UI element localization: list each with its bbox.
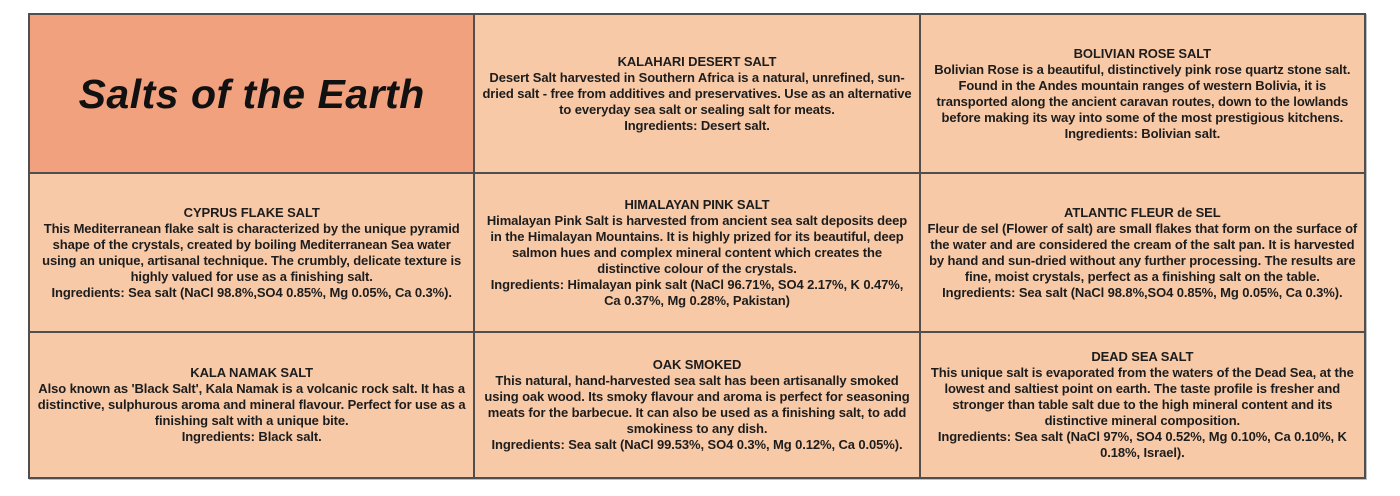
salt-name: HIMALAYAN PINK SALT bbox=[624, 196, 770, 212]
salt-name: KALAHARI DESERT SALT bbox=[617, 53, 777, 69]
salt-name: CYPRUS FLAKE SALT bbox=[183, 204, 320, 220]
salt-cell-dead-sea bbox=[921, 333, 1364, 477]
salt-ingredients: Ingredients: Sea salt (NaCl 98.8%,SO4 0.85%, Mg 0.05%, Ca 0.3%). bbox=[51, 284, 452, 300]
salt-cell-himalayan-pink bbox=[475, 174, 918, 331]
salt-cell-cyprus-flake bbox=[30, 174, 473, 331]
salt-description: Also known as 'Black Salt', Kala Namak is a volcanic rock salt. It has a distinctive, sulphurous aroma and mineral flavour. Perfect for use as a finishing salt with a unique bite. bbox=[37, 381, 466, 428]
salt-description: This Mediterranean flake salt is characterized by the unique pyramid shape of the crystals, created by boiling Mediterranean Sea water using an unique, artisanal technique. The crumbly, delicate texture is highly valued for use as a finishing salt. bbox=[42, 220, 462, 284]
salt-name: BOLIVIAN ROSE SALT bbox=[1073, 45, 1211, 61]
salt-description: Himalayan Pink Salt is harvested from ancient sea salt deposits deep in the Himalayan Mountains. It is highly prized for its beautiful, deep salmon hues and complex mineral content which creates the distinctive colour of the crystals. bbox=[486, 212, 908, 276]
salt-cell-atlantic-fleur-de-sel bbox=[921, 174, 1364, 331]
salt-description: This unique salt is evaporated from the waters of the Dead Sea, at the lowest and saltiest point on earth. The taste profile is fresher and stronger than table salt due to the high mineral content and its distinctive mineral composition. bbox=[930, 365, 1354, 428]
salt-ingredients: Ingredients: Bolivian salt. bbox=[1064, 125, 1221, 141]
salt-cell-oak-smoked bbox=[475, 333, 918, 477]
salt-name: ATLANTIC FLEUR de SEL bbox=[1064, 204, 1221, 220]
salts-table bbox=[28, 13, 1366, 479]
salt-ingredients: Ingredients: Black salt. bbox=[181, 429, 322, 444]
salt-description: This natural, hand-harvested sea salt has been artisanally smoked using oak wood. Its smoky flavour and aroma is perfect for seasoning meats for the barbecue. It can also be used as a finishing salt, to add smokiness to any dish. bbox=[484, 373, 910, 436]
salt-ingredients: Ingredients: Sea salt (NaCl 98.8%,SO4 0.85%, Mg 0.05%, Ca 0.3%). bbox=[942, 284, 1343, 300]
salt-description: Desert Salt harvested in Southern Africa is a natural, unrefined, sun-dried salt - free from additives and preservatives. Use as an alternative to everyday sea salt or sealing salt for meats. bbox=[482, 69, 912, 117]
salt-description: Bolivian Rose is a beautiful, distinctively pink rose quartz stone salt. Found in the Andes mountain ranges of western Bolivia, it is transported along the ancient caravan routes, down to the lowlands before making its way into some of the most prestigious kitchens. bbox=[934, 61, 1351, 125]
salt-name: OAK SMOKED bbox=[652, 357, 742, 372]
page-title: Salts of the Earth bbox=[78, 70, 425, 117]
salt-ingredients: Ingredients: Sea salt (NaCl 97%, SO4 0.52%, Mg 0.10%, Ca 0.10%, K 0.18%, Israel). bbox=[937, 429, 1347, 460]
salt-cell-bolivian-rose bbox=[921, 15, 1364, 172]
salt-cell-kalahari-desert bbox=[475, 15, 918, 172]
salt-ingredients: Ingredients: Himalayan pink salt (NaCl 96.71%, SO4 2.17%, K 0.47%, Ca 0.37%, Mg 0.28%, Pakistan) bbox=[490, 276, 904, 308]
salt-cell-kala-namak bbox=[30, 333, 473, 477]
salt-description: Fleur de sel (Flower of salt) are small flakes that form on the surface of the water and are considered the cream of the salt pan. It is harvested by hand and sun-dried without any further processing. The results are fine, moist crystals, perfect as a finishing salt on the table. bbox=[927, 220, 1358, 284]
table-title-cell bbox=[30, 15, 473, 172]
salt-name: KALA NAMAK SALT bbox=[190, 365, 314, 380]
salt-ingredients: Ingredients: Desert salt. bbox=[624, 117, 770, 133]
salt-name: DEAD SEA SALT bbox=[1091, 349, 1194, 364]
salt-ingredients: Ingredients: Sea salt (NaCl 99.53%, SO4 0.3%, Mg 0.12%, Ca 0.05%). bbox=[491, 437, 903, 452]
